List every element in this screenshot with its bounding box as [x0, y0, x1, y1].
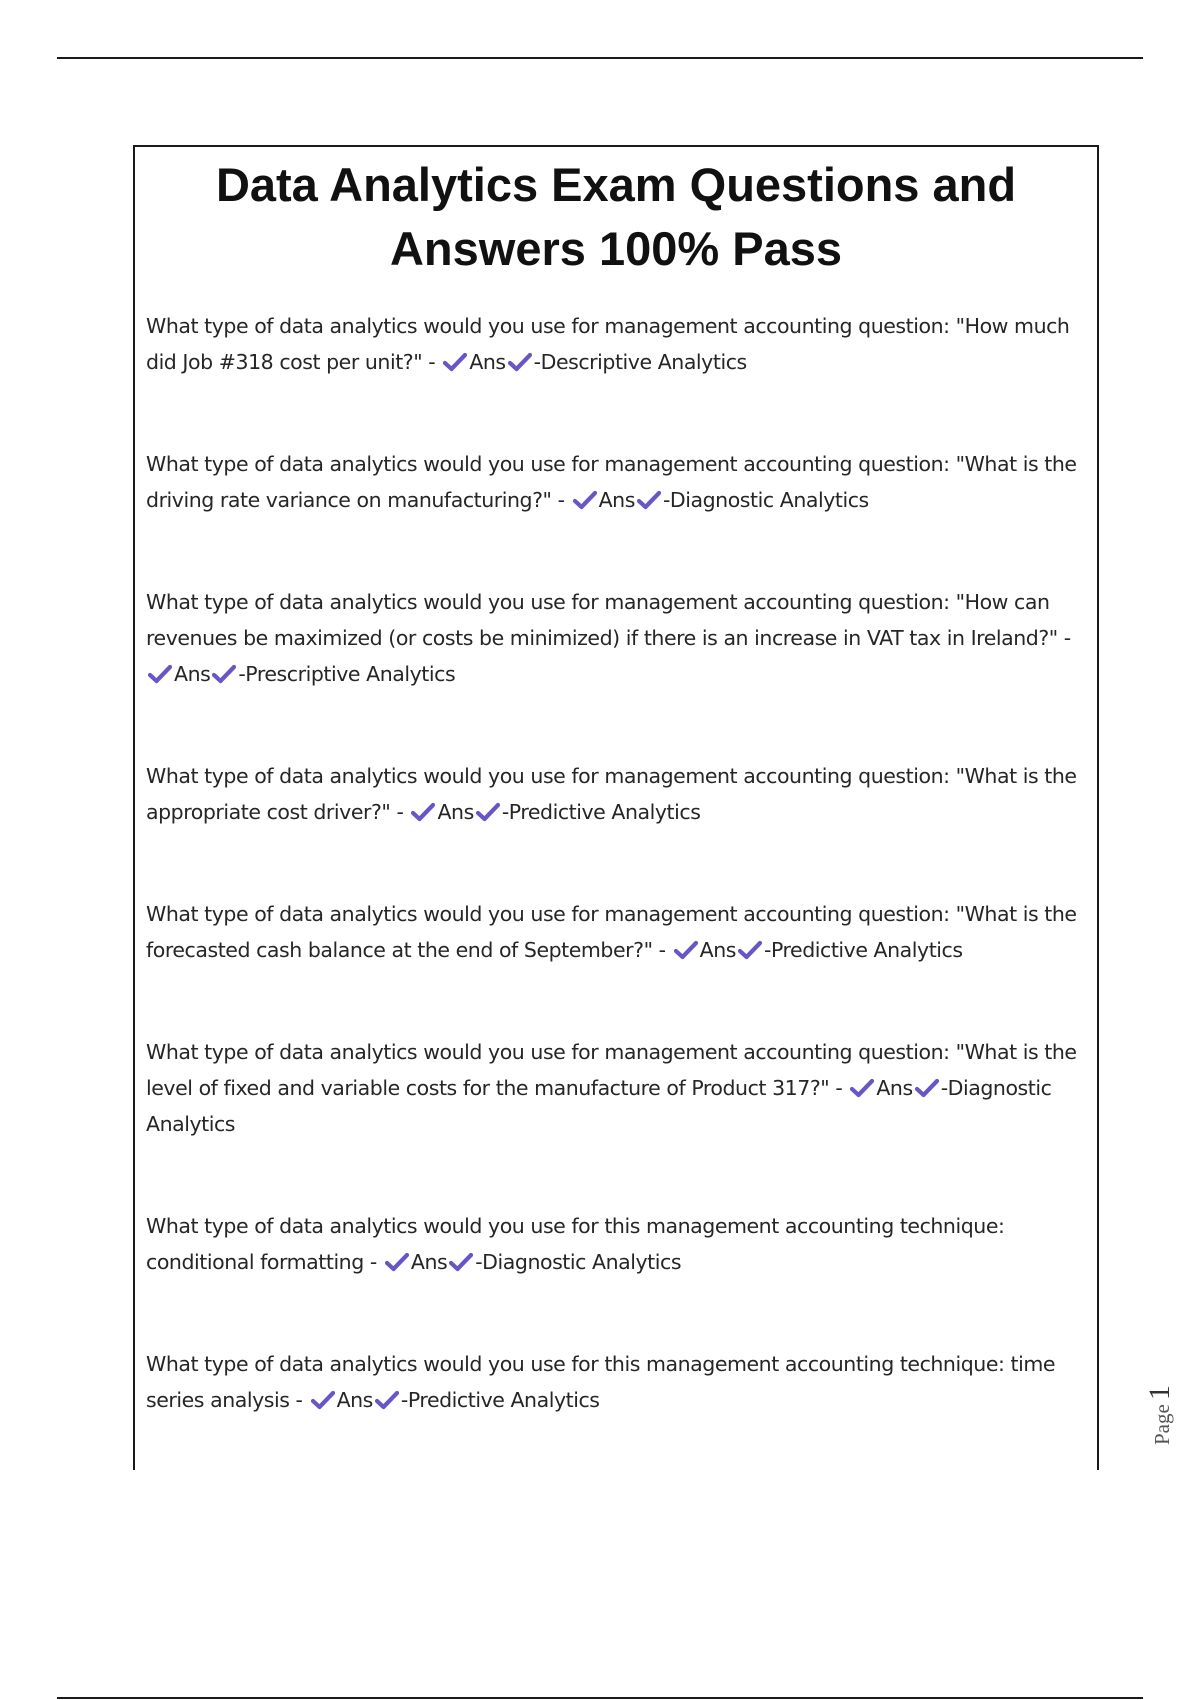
answer-text: -Diagnostic Analytics: [662, 487, 869, 512]
answer-text: -Diagnostic Analytics: [146, 1075, 1052, 1136]
qa-item-3: [146, 584, 1089, 692]
answer-text: -Diagnostic Analytics: [475, 1249, 682, 1274]
purple-check-icon: [738, 940, 762, 960]
header-rule: [57, 57, 1143, 59]
ans-label: Ans: [876, 1075, 913, 1100]
answer-text: -Predictive Analytics: [501, 799, 701, 824]
qa-item-6: [146, 1034, 1089, 1142]
answer-text: -Prescriptive Analytics: [238, 661, 456, 686]
question-text: What type of data analytics would you use for this management accounting technique: conditional formatting -: [146, 1213, 1005, 1274]
purple-check-icon: [449, 1252, 473, 1272]
question-text: What type of data analytics would you use for management accounting question: "What is the level of fixed and variable costs for the manufacture of Product 317?" -: [146, 1039, 1077, 1100]
question-text: What type of data analytics would you use for management accounting question: "What is the appropriate cost driver?" -: [146, 763, 1077, 824]
qa-item-1: [146, 308, 1089, 380]
purple-check-icon: [915, 1078, 939, 1098]
purple-check-icon: [508, 352, 532, 372]
answer-text: -Predictive Analytics: [764, 937, 963, 962]
page-label: Page: [1150, 1404, 1174, 1445]
purple-check-icon: [476, 802, 500, 822]
purple-check-icon: [375, 1390, 399, 1410]
question-text: What type of data analytics would you use for management accounting question: "How much did Job #318 cost per unit?" -: [146, 313, 1070, 374]
purple-check-icon: [674, 940, 698, 960]
purple-check-icon: [148, 664, 172, 684]
ans-label: Ans: [699, 937, 736, 962]
ans-label: Ans: [174, 661, 211, 686]
qa-item-5: [146, 896, 1089, 968]
ans-label: Ans: [336, 1387, 373, 1412]
purple-check-icon: [411, 802, 435, 822]
question-text: What type of data analytics would you use for management accounting question: "What is the driving rate variance on manufacturing?" -: [146, 451, 1077, 512]
ans-label: Ans: [469, 349, 506, 374]
purple-check-icon: [637, 490, 661, 510]
answer-text: -Descriptive Analytics: [533, 349, 747, 374]
question-text: What type of data analytics would you use for management accounting question: "How can revenues be maximized (or costs be minimized) if there is an increase in VAT tax in Ireland?" -: [146, 589, 1071, 650]
document-title: Data Analytics Exam Questions and Answers 100% Pass: [215, 158, 1017, 275]
footer-rule: [57, 1697, 1143, 1699]
content-frame: [133, 145, 1099, 1470]
purple-check-icon: [311, 1390, 335, 1410]
qa-list: [146, 287, 1089, 1438]
question-text: What type of data analytics would you use for management accounting question: "What is the forecasted cash balance at the end of September?" -: [146, 901, 1077, 962]
purple-check-icon: [212, 664, 236, 684]
qa-item-2: [146, 446, 1089, 518]
purple-check-icon: [443, 352, 467, 372]
qa-item-4: [146, 758, 1089, 830]
qa-item-8: [146, 1346, 1089, 1418]
page-number: [1143, 1385, 1177, 1445]
purple-check-icon: [573, 490, 597, 510]
ans-label: Ans: [598, 487, 635, 512]
purple-check-icon: [385, 1252, 409, 1272]
ans-label: Ans: [437, 799, 474, 824]
ans-label: Ans: [410, 1249, 448, 1274]
page-number-value: 1: [1143, 1385, 1176, 1401]
purple-check-icon: [850, 1078, 874, 1098]
question-text: What type of data analytics would you use for this management accounting technique: time series analysis -: [146, 1351, 1056, 1412]
qa-item-7: [146, 1208, 1089, 1280]
answer-text: -Predictive Analytics: [400, 1387, 600, 1412]
